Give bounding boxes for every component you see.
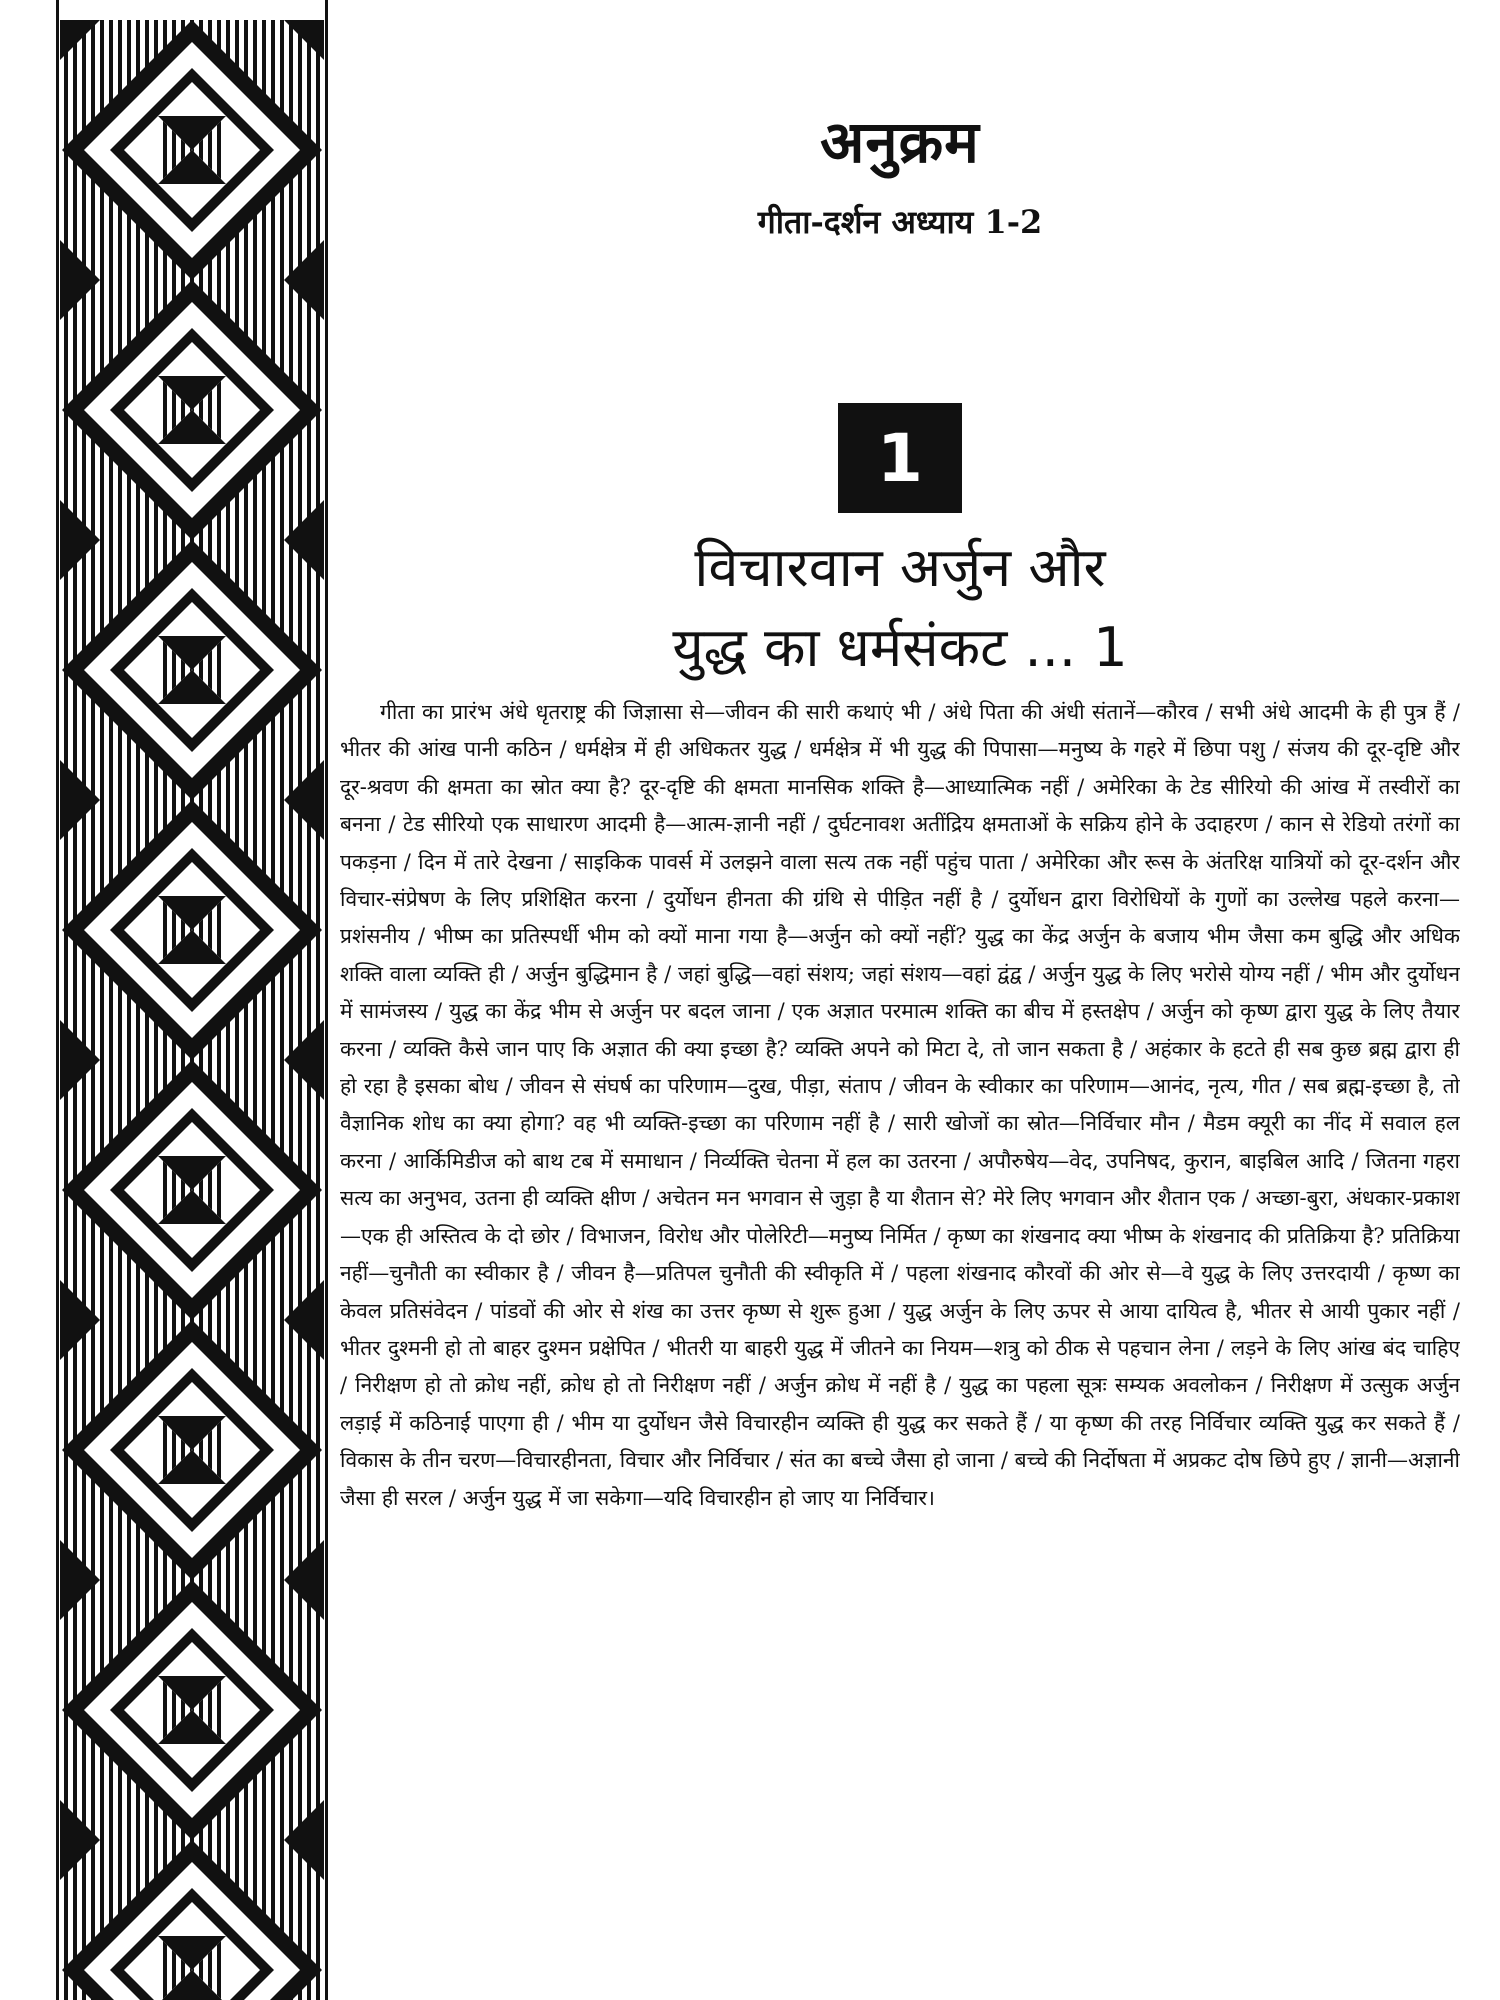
chapter-summary-text: गीता का प्रारंभ अंधे धृतराष्ट्र की जिज्ञासा से—जीवन की सारी कथाएं भी / अंधे पिता की अंधी संतानें—कौरव / सभी अंधे आदमी के ही पुत्र हैं / भीतर की आंख पानी कठिन / धर्मक्षेत्र में ही अधिकतर युद्ध / धर्मक्षेत्र में भी युद्ध की पिपासा—मनुष्य के गहरे में छिपा पशु / संजय की दूर-दृष्टि और दूर-श्रवण की क्षमता का स्रोत क्या है? दूर-दृष्टि की क्षमता मानसिक शक्ति है—आध्यात्मिक नहीं / अमेरिका के टेड सीरियो की आंख में तस्वीरों का बनना / टेड सीरियो एक साधारण आदमी है—आत्म-ज्ञानी नहीं / दुर्घटनावश अतींद्रिय क्षमताओं के सक्रिय होने के उदाहरण / कान से रेडियो तरंगों का पकड़ना / दिन में तारे देखना / साइकिक पावर्स में उलझने वाला सत्य तक नहीं पहुंच पाता / अमेरिका और रूस के अंतरिक्ष यात्रियों को दूर-दर्शन और विचार-संप्रेषण के लिए प्रशिक्षित करना / दुर्योधन हीनता की ग्रंथि से पीड़ित नहीं है / दुर्योधन द्वारा विरोधियों के गुणों का उल्लेख पहले करना—प्रशंसनीय / भीष्म का प्रतिस्पर्धी भीम को क्यों माना गया है—अर्जुन को क्यों नहीं? युद्ध का केंद्र अर्जुन के बजाय भीम जैसा कम बुद्धि और अधिक शक्ति वाला व्यक्ति ही / अर्जुन बुद्धिमान है / जहां बुद्धि—वहां संशय; जहां संशय—वहां द्वंद्व / अर्जुन युद्ध के लिए भरोसे योग्य नहीं / भीम और दुर्योधन में सामंजस्य / युद्ध का केंद्र भीम से अर्जुन पर बदल जाना / एक अज्ञात परमात्म शक्ति का बीच में हस्तक्षेप / अर्जुन को कृष्ण द्वारा युद्ध के लिए तैयार करना / व्यक्ति कैसे जान पाए कि अज्ञात की क्या इच्छा है? व्यक्ति अपने को मिटा दे, तो जान सकता है / अहंकार के हटते ही सब कुछ ब्रह्म द्वारा ही हो रहा है इसका बोध / जीवन से संघर्ष का परिणाम—दुख, पीड़ा, संताप / जीवन के स्वीकार का परिणाम—आनंद, नृत्य, गीत / सब ब्रह्म-इच्छा है, तो वैज्ञानिक शोध का क्या होगा? वह भी व्यक्ति-इच्छा का परिणाम नहीं है / सारी खोजों का स्रोत—निर्विचार मौन / मैडम क्यूरी का नींद में सवाल हल करना / आर्किमिडीज को बाथ टब में समाधान / निर्व्यक्ति चेतना में हल का उतरना / अपौरुषेय—वेद, उपनिषद, कुरान, बाइबिल आदि / जितना गहरा सत्य का अनुभव, उतना ही व्यक्ति क्षीण / अचेतन मन भगवान से जुड़ा है या शैतान से? मेरे लिए भगवान और शैतान एक / अच्छा-बुरा, अंधकार-प्रकाश—एक ही अस्तित्व के दो छोर / विभाजन, विरोध और पोलेरिटी—मनुष्य निर्मित / कृष्ण का शंखनाद क्या भीष्म के शंखनाद की प्रतिक्रिया है? प्रतिक्रिया नहीं—चुनौती का स्वीकार है / जीवन है—प्रतिपल चुनौती की स्वीकृति में / पहला शंखनाद कौरवों की ओर से—वे युद्ध के लिए उत्तरदायी / कृष्ण का केवल प्रतिसंवेदन / पांडवों की ओर से शंख का उत्तर कृष्ण से शुरू हुआ / युद्ध अर्जुन के लिए ऊपर से आया दायित्व है, भीतर से आयी पुकार नहीं / भीतर दुश्मनी हो तो बाहर दुश्मन प्रक्षेपित / भीतरी या बाहरी युद्ध में जीतने का नियम—शत्रु को ठीक से पहचान लेना / लड़ने के लिए आंख बंद चाहिए / निरीक्षण हो तो क्रोध नहीं, क्रोध हो तो निरीक्षण नहीं / अर्जुन क्रोध में नहीं है / युद्ध का पहला सूत्रः सम्यक अवलोकन / निरीक्षण में उत्सुक अर्जुन लड़ाई में कठिनाई पाएगा ही / भीम या दुर्योधन जैसे विचारहीन व्यक्ति ही युद्ध कर सकते हैं / या कृष्ण की तरह निर्विचार व्यक्ति युद्ध कर सकते हैं / विकास के तीन चरण—विचारहीनता, विचार और निर्विचार / संत का बच्चे जैसा हो जाना / बच्चे की निर्दोषता में अप्रकट दोष छिपे हुए / ज्ञानी—अज्ञानी जैसा ही सरल / अर्जुन युद्ध में जा सकेगा—यदि विचारहीन हो जाए या निर्विचार। [340, 700, 1460, 1510]
chapter-number-badge: 1 [838, 403, 962, 513]
chapter-heading-line-1: विचारवान अर्जुन और [694, 536, 1106, 599]
page-content [330, 0, 1470, 2000]
decorative-border [55, 0, 329, 2000]
page-subtitle: गीता-दर्शन अध्याय 1-2 [757, 203, 1043, 241]
geometric-pattern-icon [55, 0, 329, 2000]
chapter-heading-line-2: युद्ध का धर्मसंकट ... 1 [672, 616, 1128, 679]
page-title: अनुक्रम [820, 108, 980, 176]
